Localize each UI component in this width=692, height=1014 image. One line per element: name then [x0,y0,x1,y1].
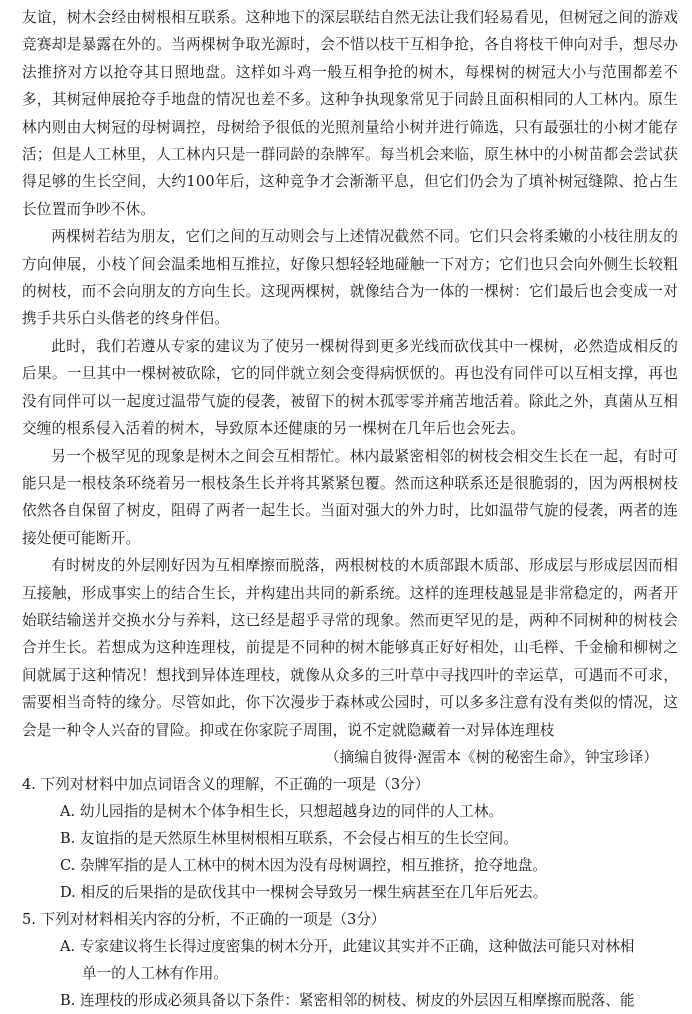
question-5-stem: 5. 下列对材料相关内容的分析，不正确的一项是（3分） [22,910,386,928]
passage-paragraph-4: 另一个极罕见的现象是树木之间会互相帮忙。林内最紧密相邻的树枝会相交生长在一起，有时可能只是一根枝条环绕着另一根枝条生长并将其紧紧包覆。然而这种联系还是很脆弱的，因为两根树枝依然各自保留了树皮，阻碍了两者一起生长。当面对强大的外力时，比如温带气旋的侵袭，两者的连接处便可能断开。 [22,447,678,547]
question-4-option-b: B. 友谊指的是天然原生林里树根相互联系，不会侵占相互的生长空间。 [60,829,518,847]
passage-source: （摘编自彼得·渥雷本《树的秘密生命》，钟宝珍译） [325,748,658,766]
question-5-option-b: B. 连理枝的形成必须具备以下条件：紧密相邻的树枝、树皮的外层因互相摩擦而脱落、能 [60,991,635,1009]
question-4-option-a: A. 幼儿园指的是树木个体争相生长，只想超越身边的同伴的人工林。 [60,802,504,820]
question-5-option-a: A. 专家建议将生长得过度密集的树木分开，此建议其实并不正确，这种做法可能只对林相 [60,937,635,955]
question-5-option-a-continued: 单一的人工林有作用。 [82,964,228,982]
question-4-stem: 4. 下列对材料中加点词语含义的理解，不正确的一项是（3分） [22,775,430,793]
passage-paragraph-3: 此时，我们若遵从专家的建议为了使另一棵树得到更多光线而砍伐其中一棵树，必然造成相反的后果。一旦其中一棵树被砍除，它的同伴就立刻会变得病恹恹的。再也没有同伴可以互相支撑，再也没有同伴可以一起度过温带气旋的侵袭，被留下的树木孤零零并痛苦地活着。除此之外，真菌从互相交缠的根系侵入活着的树木，导致原本还健康的另一棵树在几年后也会死去。 [22,337,678,438]
passage-paragraph-1: 友谊，树木会经由树根相互联系。这种地下的深层联结自然无法让我们轻易看见，但树冠之间的游戏竞赛却是暴露在外的。当两棵树争取光源时，会不惜以枝干互相争抢，各自将枝干伸向对手，想尽办法推挤对方以抢夺其日照地盘。这样如斗鸡一般互相争抢的树木，每棵树的树冠大小与范围都差不多，其树冠伸展抢夺手地盘的情况也差不多。这种争执现象常见于同龄且面积相同的人工林内。原生林内则由大树冠的母树调控，母树给予很低的光照剂量给小树并进行筛选，只有最强壮的小树才能存活；但是人工林里，人工林内只是一群同龄的杂牌军。每当机会来临，原生林中的小树苗都会尝试获得足够的生长空间，大约100年后，这种竞争才会渐渐平息，但它们仍会为了填补树冠缝隙、抢占生长位置而争吵不休。 [22,9,678,218]
question-4-option-d: D. 相反的后果指的是砍伐其中一棵树会导致另一棵生病甚至在几年后死去。 [60,883,548,901]
question-4-option-c: C. 杂牌军指的是人工林中的树木因为没有母树调控，相互推挤，抢夺地盘。 [60,856,547,874]
passage-paragraph-2: 两棵树若结为朋友，它们之间的互动则会与上述情况截然不同。它们只会将柔嫩的小枝往朋友的方向伸展，小枝丫间会温柔地相互推拉，好像只想轻轻地碰触一下对方；它们也只会向外侧生长较粗的树枝，而不会向朋友的方向生长。这现两棵树，就像结合为一体的一棵树：它们最后也会变成一对携手共乐白头偕老的终身伴侣。 [22,228,678,328]
passage-paragraph-5: 有时树皮的外层刚好因为互相摩擦而脱落，两根树枝的木质部跟木质部、形成层与形成层因而相互接触，形成事实上的结合生长，并构建出共同的新系统。这样的连理枝越显是非常稳定的，两者开始联结输送并交换水分与养料，这已经是超乎寻常的现象。然而更罕见的是，两种不同树种的树枝会合并生长。若想成为这种连理枝，前提是不同种的树木能够真正好好相处，山毛榉、千金榆和柳树之间就属于这种情况！想找到异体连理枝，就像从众多的三叶草中寻找四叶的幸运草，可遇而不可求，需要相当奇特的缘分。尽管如此，你下次漫步于森林或公园时，可以多多注意有没有类似的情况，这会是一种令人兴奋的冒险。抑或在你家院子周围，说不定就隐藏着一对异体连理枝 [22,557,678,739]
